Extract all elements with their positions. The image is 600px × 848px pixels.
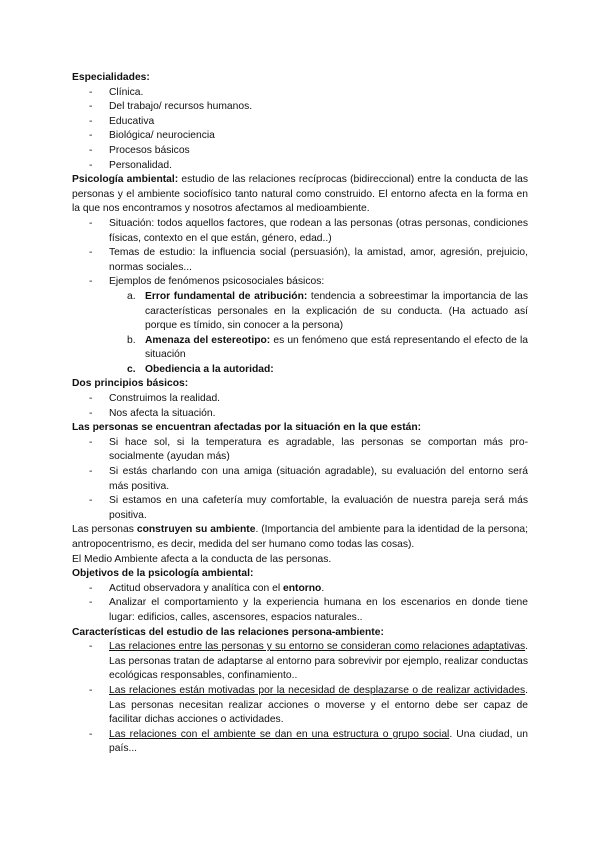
- document-page: [72, 71, 528, 757]
- underlined-text: Las relaciones están motivadas por la necesidad de desplazarse o de realizar actividades: [109, 684, 526, 696]
- list-item: - Nos afecta la situación.: [72, 407, 528, 422]
- list-item: [72, 728, 528, 757]
- text-span: . Una ciudad, un país...: [109, 728, 528, 755]
- list-item: - Biológica/ neurociencia: [72, 129, 528, 144]
- term-bold: entorno: [283, 582, 322, 594]
- list-item: - Personalidad.: [72, 159, 528, 174]
- list-marker: a.: [127, 290, 136, 302]
- text-span: . (Importancia del ambiente para la identidad de la persona; antropocentrismo, es decir, medida del ser humano como todas las cosas).: [72, 524, 528, 550]
- term-bold: construyen su ambiente: [136, 524, 256, 536]
- item-text: tendencia a sobreestimar la importancia de las características personales en la explicación de su conducta. (Ha actuado así porque es tímido, sin conocer a la persona): [145, 290, 528, 332]
- text-span: . Las personas tratan de adaptarse al entorno para sobrevivir por ejemplo, realizar conductas ecológicas responsables, confinamiento..: [109, 641, 528, 682]
- principios-heading: Dos principios básicos:: [72, 378, 189, 390]
- list-marker: b.: [127, 334, 136, 346]
- list-item: - Si estamos en una cafetería muy comfortable, la evaluación de nuestra pareja será más positiva.: [72, 494, 528, 523]
- especialidades-heading: Especialidades:: [72, 72, 150, 83]
- ordered-item: [72, 334, 528, 363]
- ordered-item: [72, 290, 528, 334]
- text-span: . Las personas necesitan realizar acciones o moverse y el entorno debe ser capaz de facilitar dichas acciones o actividades.: [109, 684, 528, 726]
- list-item: - Situación: todos aquellos factores, que rodean a las personas (otras personas, condiciones físicas, contexto en el que están, género, edad..): [72, 217, 528, 246]
- ordered-item: [72, 363, 528, 378]
- underlined-text: Las relaciones entre las personas y su entorno se consideran como relaciones adaptativas: [109, 641, 526, 653]
- term-bold: Amenaza del estereotipo:: [145, 334, 271, 346]
- list-item: - Analizar el comportamiento y la experiencia humana en los escenarios en donde tiene lugar: edificios, calles, ascensores, espacios naturales..: [72, 596, 528, 625]
- list-item: - Ejemplos de fenómenos psicosociales básicos:: [72, 275, 528, 290]
- list-item: - Si hace sol, si la temperatura es agradable, las personas se comportan más pro-socialmente (ayudan más): [72, 436, 528, 465]
- text-span: Actitud observadora y analítica con el: [109, 582, 284, 594]
- definition-text: estudio de las relaciones recíprocas (bidireccional) entre la conducta de las personas y el ambiente sociofísico tanto natural como construido. El entorno afecta en la forma en la que nos encontramos y nosotros afectamos al medioambiente.: [72, 174, 529, 215]
- situacion-heading: Las personas se encuentran afectadas por la situación en la que están:: [72, 422, 422, 434]
- underlined-text: Las relaciones con el ambiente se dan en una estructura o grupo social: [109, 728, 450, 740]
- list-marker: c.: [127, 363, 136, 375]
- item-text: es un fenómeno que está representando el efecto de la situación: [145, 334, 528, 361]
- list-item: - Construimos la realidad.: [72, 392, 528, 407]
- medio-ambiente-paragraph: El Medio Ambiente afecta a la conducta de las personas.: [72, 553, 332, 565]
- caracteristicas-heading: Características del estudio de las relaciones persona-ambiente:: [72, 626, 384, 638]
- text-span: .: [321, 582, 325, 594]
- term-bold: Psicología ambiental:: [72, 174, 179, 186]
- list-item: - Procesos básicos: [72, 144, 528, 159]
- text-span: Las personas: [72, 524, 137, 536]
- construyen-paragraph: [72, 523, 528, 552]
- psicologia-ambiental-paragraph: [72, 173, 528, 217]
- term-bold: Error fundamental de atribución:: [145, 290, 308, 302]
- list-item: [72, 684, 528, 728]
- objetivos-heading: Objetivos de la psicología ambiental:: [72, 568, 254, 580]
- list-item: - Educativa: [72, 115, 528, 130]
- list-item: - Si estás charlando con una amiga (situación agradable), su evaluación del entorno será más positiva.: [72, 465, 528, 494]
- list-item: - Clínica.: [72, 86, 528, 101]
- list-item: [72, 640, 528, 684]
- term-bold: Obediencia a la autoridad:: [145, 363, 274, 375]
- list-item: - Del trabajo/ recursos humanos.: [72, 100, 528, 115]
- list-item: [72, 582, 528, 597]
- list-item: - Temas de estudio: la influencia social (persuasión), la amistad, amor, agresión, prejuicio, normas sociales...: [72, 246, 528, 275]
